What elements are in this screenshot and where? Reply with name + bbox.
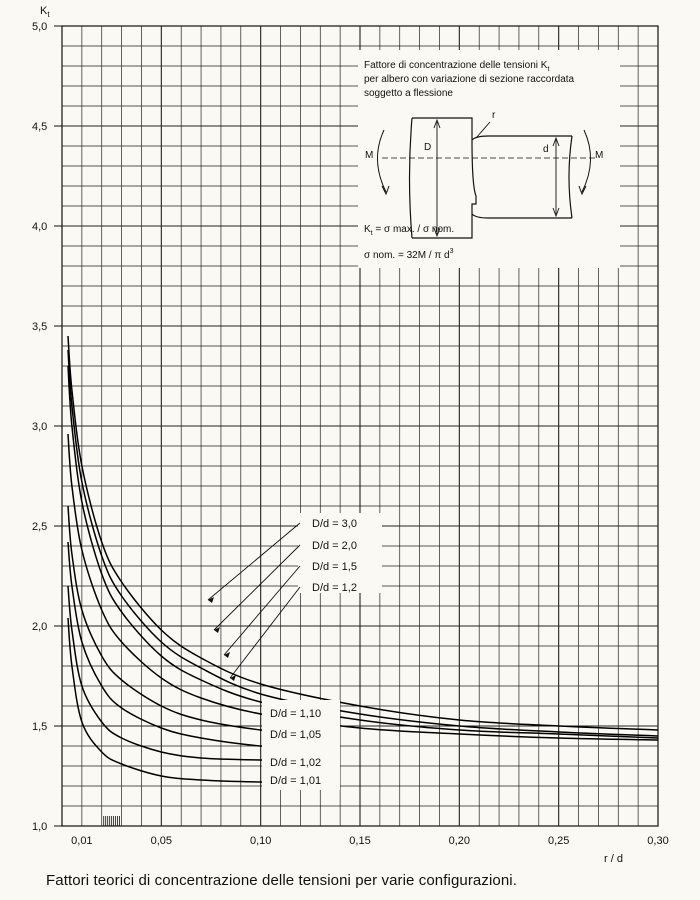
x-tick-label: 0,10	[249, 835, 272, 847]
y-tick-label: 4,5	[32, 121, 48, 133]
legend-leader-2	[224, 566, 300, 655]
x-tick-label: 0,05	[150, 835, 173, 847]
x-tick-label: 0,01	[71, 835, 93, 847]
legend-label-dd-1-05: D/d = 1,05	[270, 729, 322, 741]
inset-label-M-right: M	[595, 150, 604, 161]
inset-label-d: d	[543, 144, 549, 155]
y-tick-label: 2,5	[32, 521, 48, 533]
inset-label-D: D	[424, 142, 432, 153]
legend-leader-1	[214, 545, 300, 630]
y-tick-label: 2,0	[32, 621, 48, 633]
legend-leader-arrow-3	[230, 675, 236, 681]
x-axis-label: r / d	[604, 853, 623, 865]
y-tick-label: 3,5	[32, 321, 48, 333]
x-tick-label: 0,20	[448, 835, 471, 847]
legend-label-dd-2-0: D/d = 2,0	[312, 540, 357, 552]
inset-diagram	[358, 50, 620, 268]
y-tick-label: 1,5	[32, 721, 48, 733]
figure-caption: Fattori teorici di concentrazione delle tensioni per varie configurazioni.	[46, 872, 517, 889]
y-tick-label: 5,0	[32, 21, 48, 33]
legend-leader-0	[208, 523, 300, 600]
legend-label-dd-1-5: D/d = 1,5	[312, 561, 357, 573]
inset-title-line2: per albero con variazione di sezione raccordata	[364, 74, 575, 85]
x-tick-label: 0,30	[647, 835, 669, 847]
x-tick-label: 0,25	[547, 835, 570, 847]
y-axis-label: $K_t$	[40, 5, 50, 19]
inset-formula-kt: $K_t = \sigma$ max. / σ nom.	[364, 224, 455, 237]
legend-upper	[298, 513, 382, 594]
series-curve-4	[68, 506, 310, 734]
legend-leaders	[208, 523, 300, 681]
legend-label-dd-1-10: D/d = 1,10	[270, 708, 322, 720]
legend-label-dd-1-02: D/d = 1,02	[270, 757, 322, 769]
legend-leader-arrow-2	[224, 652, 230, 658]
legend-label-dd-3-0: D/d = 3,0	[312, 518, 357, 530]
inset-label-M-left: M	[365, 150, 374, 161]
legend-label-dd-1-2: D/d = 1,2	[312, 582, 357, 594]
inset-label-r: r	[492, 110, 496, 121]
y-tick-label: 1,0	[32, 821, 48, 833]
y-tick-label: 4,0	[32, 221, 48, 233]
x-tick-label: 0,15	[349, 835, 371, 847]
y-tick-label: 3,0	[32, 421, 48, 433]
inset-title-line1: Fattore di concentrazione delle tensioni $K_t$	[364, 60, 550, 73]
legend-lower	[262, 700, 340, 790]
legend-leader-arrow-1	[214, 627, 220, 633]
inset-formula-sigma: σ nom. = 32M / π $d^3$	[364, 248, 454, 261]
legend-label-dd-1-01: D/d = 1,01	[270, 775, 322, 787]
inset-title-line3: soggetto a flessione	[364, 88, 453, 99]
